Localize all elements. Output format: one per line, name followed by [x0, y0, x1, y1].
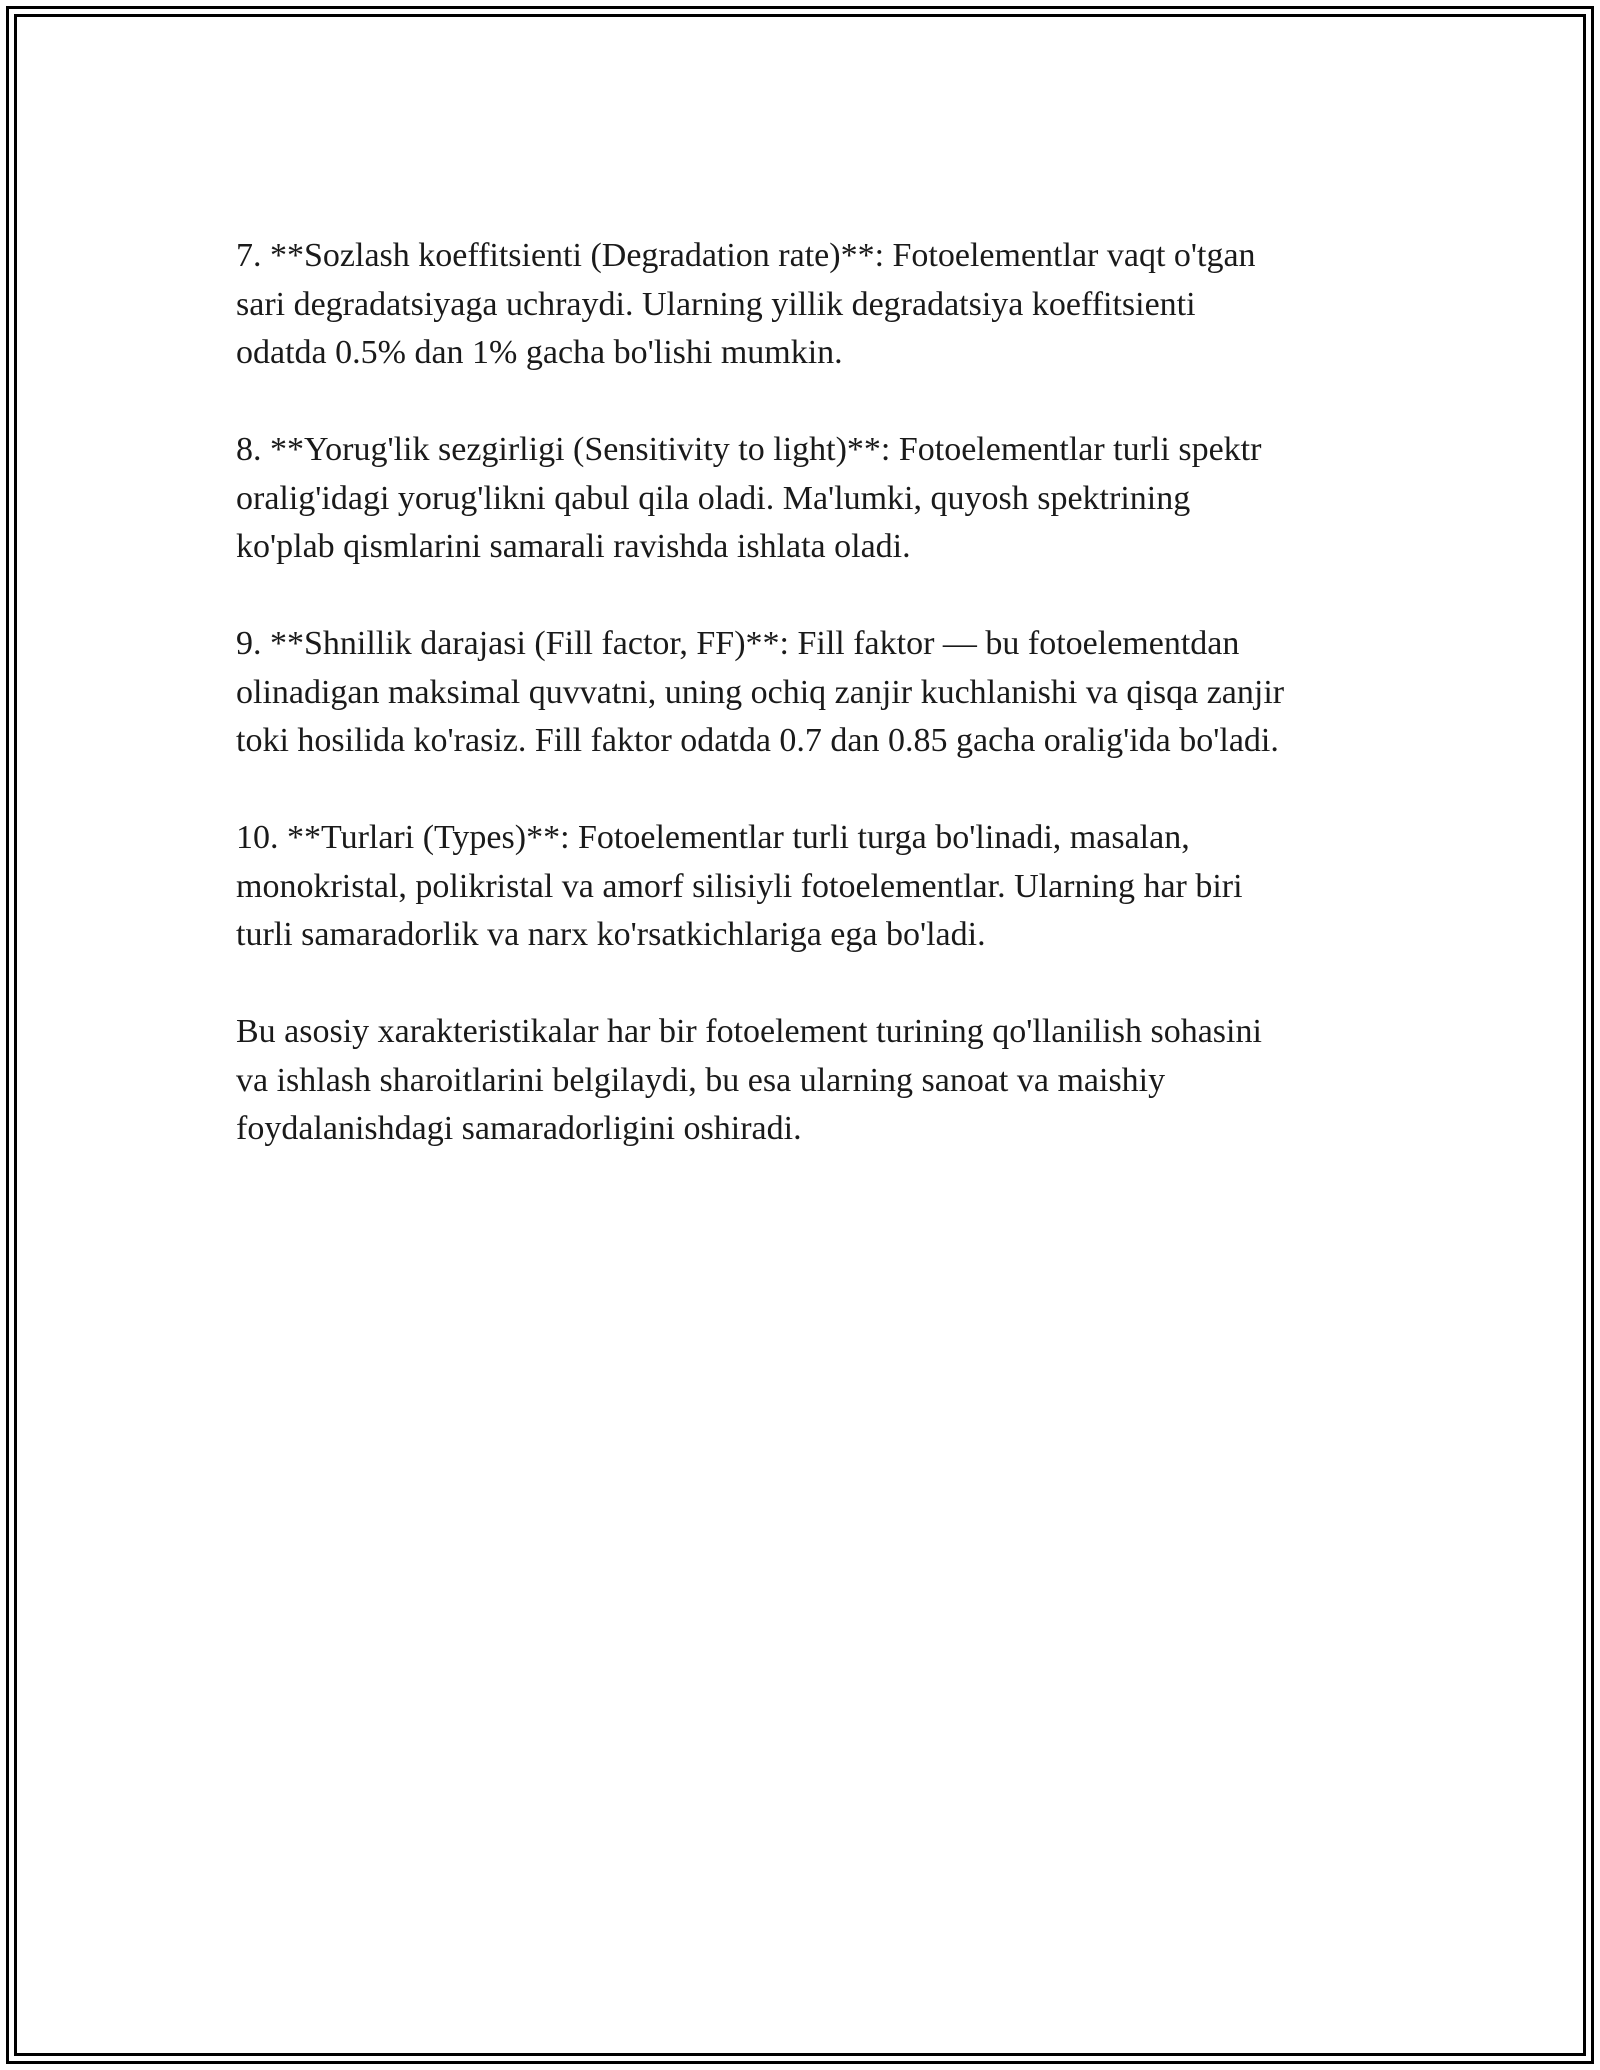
paragraph-conclusion: Bu asosiy xarakteristikalar har bir fotoelement turining qo'llanilish sohasini va ishlash sharoitlarini belgilaydi, bu esa ularning sanoat va maishiy foydalanishdagi samaradorligini oshiradi. [236, 1013, 1262, 1147]
paragraph-fill-factor: 9. **Shnillik darajasi (Fill factor, FF)**: Fill faktor — bu fotoelementdan olinadigan maksimal quvvatni, uning ochiq zanjir kuchlanishi va qisqa zanjir toki hosilida ko'rasiz. Fill faktor odatda 0.7 dan 0.85 gacha oralig'ida bo'ladi. [236, 625, 1285, 759]
paragraph-types: 10. **Turlari (Types)**: Fotoelementlar turli turga bo'linadi, masalan, monokristal, polikristal va amorf silisiyli fotoelementlar. Ularning har biri turli samaradorlik va narx ko'rsatkichlariga ega bo'ladi. [236, 819, 1243, 953]
document-body [236, 232, 1396, 1202]
paragraph-light-sensitivity: 8. **Yorug'lik sezgirligi (Sensitivity to light)**: Fotoelementlar turli spektr oralig'idagi yorug'likni qabul qila oladi. Ma'lumki, quyosh spektrining ko'plab qismlarini samarali ravishda ishlata oladi. [236, 431, 1262, 565]
paragraph-degradation-rate: 7. **Sozlash koeffitsienti (Degradation rate)**: Fotoelementlar vaqt o'tgan sari degradatsiyaga uchraydi. Ularning yillik degradatsiya koeffitsienti odatda 0.5% dan 1% gacha bo'lishi mumkin. [236, 237, 1256, 371]
